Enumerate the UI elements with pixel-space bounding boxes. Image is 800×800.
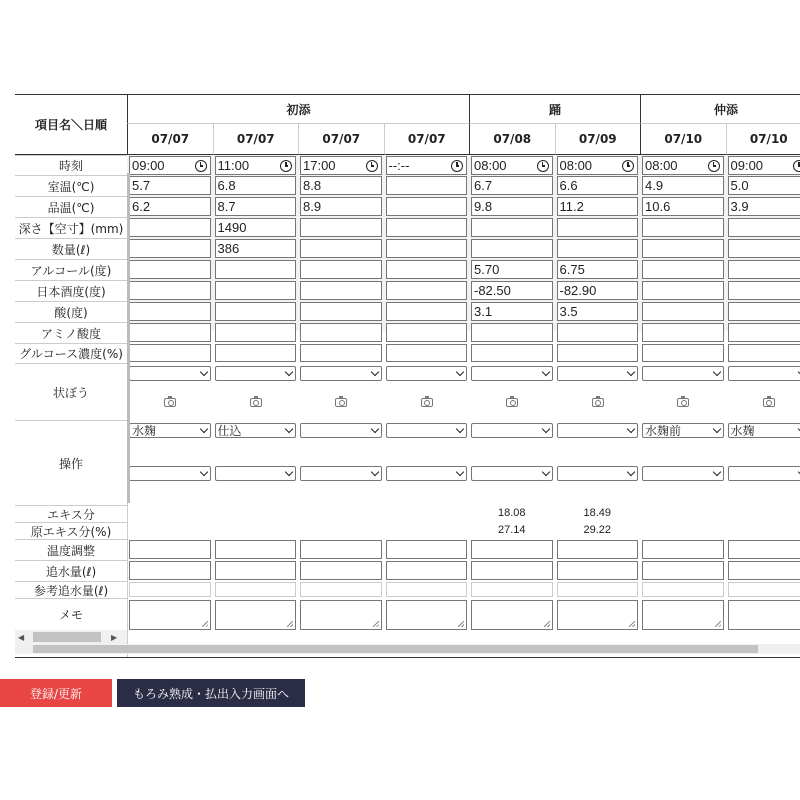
chevron-down-icon bbox=[370, 425, 378, 433]
chevron-down-icon bbox=[541, 368, 549, 376]
time-value: 11:00 bbox=[217, 158, 250, 173]
operation-select-secondary[interactable] bbox=[642, 466, 724, 481]
text-input[interactable] bbox=[215, 344, 297, 362]
chevron-down-icon bbox=[285, 425, 293, 433]
operation-select[interactable] bbox=[728, 423, 800, 438]
memo-textarea[interactable] bbox=[215, 600, 297, 630]
row-label: 原エキス分(%) bbox=[15, 522, 127, 539]
chevron-down-icon bbox=[627, 368, 635, 376]
state-select[interactable] bbox=[728, 366, 800, 381]
text-input[interactable] bbox=[300, 260, 382, 279]
text-input[interactable] bbox=[642, 239, 724, 258]
stage-header: 初添 bbox=[127, 95, 469, 124]
operation-select-value: 水麹 bbox=[730, 424, 755, 438]
text-input[interactable]: -82.90 bbox=[557, 281, 639, 300]
chevron-down-icon bbox=[541, 425, 549, 433]
corner-label: 項目名＼日順 bbox=[15, 95, 127, 155]
chevron-down-icon bbox=[712, 468, 720, 476]
time-value: 08:00 bbox=[559, 158, 593, 173]
memo-textarea[interactable] bbox=[129, 600, 211, 630]
text-input[interactable] bbox=[129, 218, 211, 237]
text-input[interactable]: 1490 bbox=[215, 218, 297, 237]
original-extract-value: 29.22 bbox=[583, 524, 612, 536]
data-grid bbox=[127, 155, 800, 658]
state-select[interactable] bbox=[642, 366, 724, 381]
clock-icon[interactable] bbox=[537, 160, 549, 172]
operation-select[interactable] bbox=[557, 423, 639, 438]
text-input[interactable] bbox=[728, 239, 800, 258]
text-input[interactable] bbox=[386, 323, 468, 342]
state-select[interactable] bbox=[557, 366, 639, 381]
text-input[interactable] bbox=[300, 281, 382, 300]
resize-grip-icon[interactable] bbox=[202, 621, 208, 627]
reference-water-input bbox=[129, 582, 211, 597]
chevron-down-icon bbox=[370, 368, 378, 376]
resize-grip-icon[interactable] bbox=[629, 621, 635, 627]
operation-select[interactable] bbox=[215, 423, 297, 438]
text-input[interactable] bbox=[728, 281, 800, 300]
resize-grip-icon[interactable] bbox=[544, 621, 550, 627]
row-label: 酸(度) bbox=[15, 301, 127, 322]
text-input[interactable] bbox=[557, 344, 639, 362]
text-input[interactable] bbox=[300, 323, 382, 342]
text-input[interactable] bbox=[642, 561, 724, 580]
text-input[interactable] bbox=[728, 302, 800, 321]
chevron-down-icon bbox=[199, 468, 207, 476]
text-input[interactable] bbox=[471, 239, 553, 258]
text-input[interactable] bbox=[386, 176, 468, 195]
date-header: 07/07 bbox=[298, 124, 384, 155]
text-input[interactable] bbox=[129, 239, 211, 258]
camera-icon[interactable] bbox=[763, 398, 775, 407]
camera-icon[interactable] bbox=[506, 398, 518, 407]
vertical-scrollbar[interactable] bbox=[127, 173, 130, 503]
time-input[interactable] bbox=[728, 156, 800, 175]
text-input[interactable]: 9.8 bbox=[471, 197, 553, 216]
chevron-down-icon bbox=[456, 425, 464, 433]
reference-water-input bbox=[300, 582, 382, 597]
camera-icon[interactable] bbox=[677, 398, 689, 407]
chevron-down-icon bbox=[370, 468, 378, 476]
resize-grip-icon[interactable] bbox=[458, 621, 464, 627]
text-input[interactable] bbox=[300, 239, 382, 258]
text-input[interactable] bbox=[471, 323, 553, 342]
time-input[interactable] bbox=[471, 156, 553, 175]
operation-select-secondary[interactable] bbox=[215, 466, 297, 481]
date-header: 07/08 bbox=[469, 124, 555, 155]
text-input[interactable] bbox=[300, 540, 382, 559]
row-label: 状ぼう bbox=[15, 363, 127, 420]
text-input[interactable] bbox=[557, 323, 639, 342]
text-input[interactable] bbox=[129, 561, 211, 580]
time-value: 09:00 bbox=[132, 158, 165, 173]
row-label: 数量(ℓ) bbox=[15, 238, 127, 259]
operation-select-secondary[interactable] bbox=[728, 466, 800, 481]
resize-grip-icon[interactable] bbox=[287, 621, 293, 627]
memo-textarea[interactable] bbox=[557, 600, 639, 630]
camera-icon[interactable] bbox=[421, 398, 433, 407]
text-input[interactable] bbox=[642, 540, 724, 559]
operation-select-secondary[interactable] bbox=[129, 466, 211, 481]
row-label: アルコール(度) bbox=[15, 259, 127, 280]
row-label: メモ bbox=[15, 598, 127, 630]
extract-value: 18.08 bbox=[497, 507, 526, 519]
text-input[interactable]: 386 bbox=[215, 239, 297, 258]
time-value: 08:00 bbox=[645, 158, 678, 173]
text-input[interactable] bbox=[215, 561, 297, 580]
chevron-down-icon bbox=[712, 368, 720, 376]
chevron-down-icon bbox=[456, 468, 464, 476]
chevron-down-icon bbox=[541, 468, 549, 476]
row-label: 参考追水量(ℓ) bbox=[15, 581, 127, 598]
reference-water-input bbox=[557, 582, 639, 597]
state-select[interactable] bbox=[129, 366, 211, 381]
chevron-down-icon bbox=[712, 425, 720, 433]
camera-icon[interactable] bbox=[335, 398, 347, 407]
text-input[interactable] bbox=[471, 218, 553, 237]
date-header: 07/07 bbox=[384, 124, 470, 155]
text-input[interactable] bbox=[300, 302, 382, 321]
clock-icon[interactable] bbox=[366, 160, 378, 172]
text-input[interactable] bbox=[386, 561, 468, 580]
chevron-down-icon bbox=[285, 368, 293, 376]
chevron-down-icon bbox=[285, 468, 293, 476]
text-input[interactable] bbox=[215, 323, 297, 342]
date-header: 07/09 bbox=[555, 124, 641, 155]
time-input[interactable] bbox=[642, 156, 724, 175]
text-input[interactable] bbox=[129, 344, 211, 362]
operation-select[interactable] bbox=[642, 423, 724, 438]
reference-water-input bbox=[728, 582, 800, 597]
label-scrollbar-thumb[interactable] bbox=[33, 632, 101, 642]
date-header: 07/10 bbox=[726, 124, 800, 155]
text-input[interactable]: 4.9 bbox=[642, 176, 724, 195]
time-input[interactable] bbox=[557, 156, 639, 175]
chevron-down-icon bbox=[456, 368, 464, 376]
text-input[interactable]: 5.7 bbox=[129, 176, 211, 195]
operation-select[interactable] bbox=[300, 423, 382, 438]
row-label: 操作 bbox=[15, 420, 127, 505]
text-input[interactable]: 6.2 bbox=[129, 197, 211, 216]
state-select[interactable] bbox=[471, 366, 553, 381]
time-value: 09:00 bbox=[730, 158, 764, 173]
clock-icon[interactable] bbox=[793, 160, 800, 172]
horizontal-scrollbar-thumb[interactable] bbox=[33, 645, 758, 653]
time-value: 17:00 bbox=[303, 158, 336, 173]
date-header: 07/07 bbox=[127, 124, 213, 155]
text-input[interactable] bbox=[557, 218, 639, 237]
row-label: エキス分 bbox=[15, 505, 127, 522]
date-header: 07/10 bbox=[640, 124, 726, 155]
text-input[interactable] bbox=[728, 540, 800, 559]
text-input[interactable] bbox=[215, 540, 297, 559]
text-input[interactable] bbox=[386, 344, 468, 362]
memo-textarea[interactable] bbox=[386, 600, 468, 630]
state-select[interactable] bbox=[386, 366, 468, 381]
chevron-down-icon bbox=[199, 425, 207, 433]
clock-icon[interactable] bbox=[622, 160, 634, 172]
operation-select-secondary[interactable] bbox=[471, 466, 553, 481]
row-label: グルコース濃度(%) bbox=[15, 343, 127, 363]
text-input[interactable] bbox=[129, 302, 211, 321]
text-input[interactable] bbox=[471, 344, 553, 362]
row-label: 品温(℃) bbox=[15, 196, 127, 217]
camera-icon[interactable] bbox=[250, 398, 262, 407]
text-input[interactable] bbox=[557, 561, 639, 580]
text-input[interactable]: 8.9 bbox=[300, 197, 382, 216]
text-input[interactable] bbox=[129, 281, 211, 300]
text-input[interactable] bbox=[300, 344, 382, 362]
row-label: 室温(℃) bbox=[15, 175, 127, 196]
text-input[interactable] bbox=[300, 218, 382, 237]
row-label: 日本酒度(度) bbox=[15, 280, 127, 301]
reference-water-input bbox=[215, 582, 297, 597]
state-select[interactable] bbox=[215, 366, 297, 381]
mash-table bbox=[15, 94, 800, 658]
text-input[interactable]: 6.8 bbox=[215, 176, 297, 195]
time-input[interactable] bbox=[300, 156, 382, 175]
clock-icon[interactable] bbox=[195, 160, 207, 172]
operation-select-value: 水麹前 bbox=[645, 424, 682, 438]
text-input[interactable]: 5.0 bbox=[728, 176, 800, 195]
operation-select-value: 水麹 bbox=[132, 424, 157, 438]
reference-water-input bbox=[386, 582, 468, 597]
reference-water-input bbox=[642, 582, 724, 597]
chevron-down-icon bbox=[627, 425, 635, 433]
row-label: 深さ【空寸】(mm) bbox=[15, 217, 127, 238]
text-input[interactable] bbox=[386, 540, 468, 559]
operation-select[interactable] bbox=[386, 423, 468, 438]
text-input[interactable] bbox=[728, 323, 800, 342]
text-input[interactable] bbox=[728, 561, 800, 580]
scroll-left-icon[interactable]: ◀ bbox=[18, 633, 25, 642]
label-scrollbar[interactable] bbox=[15, 630, 127, 644]
camera-icon[interactable] bbox=[592, 398, 604, 407]
text-input[interactable]: 11.2 bbox=[557, 197, 639, 216]
row-label: 追水量(ℓ) bbox=[15, 560, 127, 581]
text-input[interactable]: 10.6 bbox=[642, 197, 724, 216]
time-input[interactable] bbox=[215, 156, 297, 175]
operation-select-secondary[interactable] bbox=[300, 466, 382, 481]
text-input[interactable] bbox=[642, 218, 724, 237]
text-input[interactable] bbox=[386, 197, 468, 216]
clock-icon[interactable] bbox=[451, 160, 463, 172]
row-label: 温度調整 bbox=[15, 539, 127, 560]
operation-select-value: 仕込 bbox=[217, 424, 242, 438]
text-input[interactable] bbox=[557, 239, 639, 258]
text-input[interactable] bbox=[215, 281, 297, 300]
text-input[interactable]: 8.8 bbox=[300, 176, 382, 195]
row-label: 時刻 bbox=[15, 155, 127, 175]
resize-grip-icon[interactable] bbox=[373, 621, 379, 627]
text-input[interactable] bbox=[129, 323, 211, 342]
text-input[interactable] bbox=[215, 302, 297, 321]
row-label: アミノ酸度 bbox=[15, 322, 127, 343]
operation-select[interactable] bbox=[471, 423, 553, 438]
stage-header: 踊 bbox=[469, 95, 640, 124]
text-input[interactable] bbox=[642, 302, 724, 321]
text-input[interactable]: 6.6 bbox=[557, 176, 639, 195]
text-input[interactable] bbox=[386, 218, 468, 237]
date-header: 07/07 bbox=[213, 124, 299, 155]
table-header bbox=[15, 95, 800, 155]
text-input[interactable] bbox=[129, 260, 211, 279]
chevron-down-icon bbox=[627, 468, 635, 476]
text-input[interactable]: 6.75 bbox=[557, 260, 639, 279]
text-input[interactable]: 6.7 bbox=[471, 176, 553, 195]
text-input[interactable] bbox=[642, 260, 724, 279]
text-input[interactable] bbox=[728, 218, 800, 237]
time-value: 08:00 bbox=[474, 158, 507, 173]
register-update-button[interactable]: 登録/更新 bbox=[0, 679, 112, 707]
time-input[interactable] bbox=[386, 156, 468, 175]
memo-textarea[interactable] bbox=[728, 600, 800, 630]
text-input[interactable]: -82.50 bbox=[471, 281, 553, 300]
original-extract-value: 27.14 bbox=[497, 524, 526, 536]
text-input[interactable] bbox=[386, 239, 468, 258]
text-input[interactable] bbox=[386, 281, 468, 300]
text-input[interactable] bbox=[728, 344, 800, 362]
operation-select-secondary[interactable] bbox=[557, 466, 639, 481]
text-input[interactable] bbox=[642, 344, 724, 362]
clock-icon[interactable] bbox=[708, 160, 720, 172]
memo-textarea[interactable] bbox=[471, 600, 553, 630]
text-input[interactable]: 3.5 bbox=[557, 302, 639, 321]
camera-icon[interactable] bbox=[164, 398, 176, 407]
resize-grip-icon[interactable] bbox=[715, 621, 721, 627]
operation-select[interactable] bbox=[129, 423, 211, 438]
text-input[interactable] bbox=[300, 561, 382, 580]
text-input[interactable]: 3.1 bbox=[471, 302, 553, 321]
text-input[interactable] bbox=[386, 260, 468, 279]
stage-header: 仲添 bbox=[640, 95, 800, 124]
text-input[interactable]: 3.9 bbox=[728, 197, 800, 216]
text-input[interactable] bbox=[471, 540, 553, 559]
moromi-navigate-button[interactable]: もろみ熟成・払出入力画面へ bbox=[117, 679, 305, 707]
text-input[interactable] bbox=[642, 281, 724, 300]
text-input[interactable] bbox=[129, 540, 211, 559]
horizontal-scrollbar[interactable] bbox=[15, 644, 800, 654]
chevron-down-icon bbox=[199, 368, 207, 376]
time-input[interactable] bbox=[129, 156, 211, 175]
text-input[interactable]: 8.7 bbox=[215, 197, 297, 216]
text-input[interactable] bbox=[386, 302, 468, 321]
text-input[interactable]: 5.70 bbox=[471, 260, 553, 279]
text-input[interactable] bbox=[728, 260, 800, 279]
reference-water-input bbox=[471, 582, 553, 597]
text-input[interactable] bbox=[557, 540, 639, 559]
state-select[interactable] bbox=[300, 366, 382, 381]
extract-value: 18.49 bbox=[583, 507, 612, 519]
memo-textarea[interactable] bbox=[642, 600, 724, 630]
scroll-right-icon[interactable]: ▶ bbox=[111, 633, 118, 642]
clock-icon[interactable] bbox=[280, 160, 292, 172]
operation-select-secondary[interactable] bbox=[386, 466, 468, 481]
time-value: --:-- bbox=[388, 158, 410, 173]
text-input[interactable] bbox=[215, 260, 297, 279]
text-input[interactable] bbox=[471, 561, 553, 580]
text-input[interactable] bbox=[642, 323, 724, 342]
memo-textarea[interactable] bbox=[300, 600, 382, 630]
